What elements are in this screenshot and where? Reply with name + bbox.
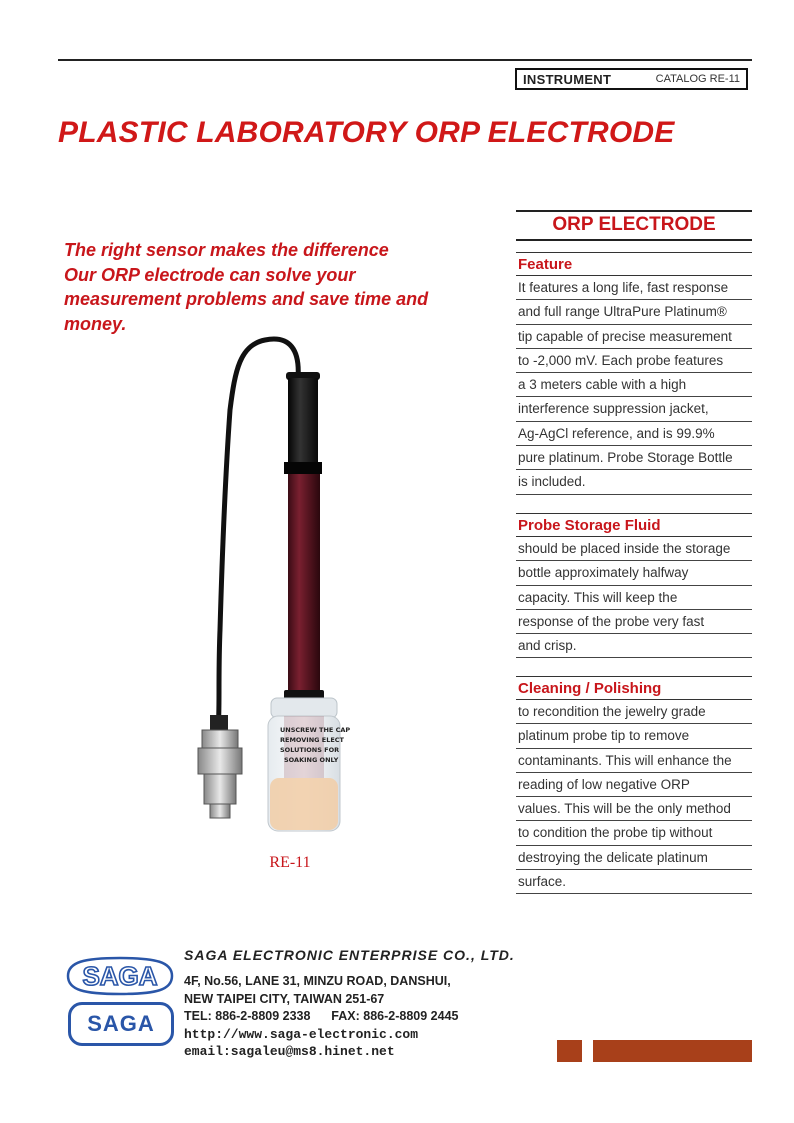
tagline-line: The right sensor makes the difference [64,240,389,260]
tagline-line: measurement problems and save time and [64,289,429,309]
electrode-body [288,474,320,694]
model-label: RE-11 [269,854,311,871]
spec-line: pure platinum. Probe Storage Bottle [516,446,752,470]
company-contact [184,973,458,1061]
spec-line: platinum probe tip to remove [516,724,752,748]
storage-bottle-icon [268,698,350,831]
spec-line: a 3 meters cable with a high [516,373,752,397]
tagline-line: Our ORP electrode can solve your [64,264,356,285]
section-title: Feature [516,252,752,276]
spec-line: contaminants. This will enhance the [516,749,752,773]
spec-line: values. This will be the only method [516,797,752,821]
spec-line: and full range UltraPure Platinum® [516,300,752,324]
tagline-line: money. [64,313,127,334]
cleaning-section [516,676,752,894]
bottle-label-line: UNSCREW THE CAP [280,726,351,734]
spec-line: surface. [516,870,752,894]
spec-line: is included. [516,470,752,494]
spec-line: Ag-AgCl reference, and is 99.9% [516,422,752,446]
bottle-label-line: SOLUTIONS FOR [280,746,340,754]
spec-line: tip capable of precise measurement [516,325,752,349]
top-rule [58,59,752,61]
company-name: SAGA ELECTRONIC ENTERPRISE CO., LTD. [184,947,515,963]
spec-line: capacity. This will keep the [516,586,752,610]
spec-line: to condition the probe tip without [516,821,752,845]
bnc-connector-icon [198,715,242,818]
spec-line: and crisp. [516,634,752,658]
phone-fax: TEL: 886-2-8809 2338 FAX: 886-2-8809 2445 [184,1009,459,1023]
cable [218,339,298,730]
spec-line: reading of low negative ORP [516,773,752,797]
section-title: Cleaning / Polishing [516,676,752,700]
spec-line: to recondition the jewelry grade [516,700,752,724]
feature-section [516,252,752,495]
storage-fluid-section [516,513,752,658]
saga-badge-logo: SAGA [68,1002,174,1046]
address-line: NEW TAIPEI CITY, TAIWAN 251-67 [184,991,385,1006]
spec-line: to -2,000 mV. Each probe features [516,349,752,373]
spec-line: response of the probe very fast [516,610,752,634]
catalog-box [515,68,748,90]
svg-text:SAGA: SAGA [82,961,158,991]
spec-line: interference suppression jacket, [516,397,752,421]
spec-line: bottle approximately halfway [516,561,752,585]
orp-electrode-image [180,330,380,850]
catalog-number: CATALOG RE-11 [655,73,740,85]
bottle-label-line: REMOVING ELECT [280,736,344,744]
footer-bar-large [593,1040,752,1062]
website-link[interactable]: http://www.saga-electronic.com [184,1026,419,1042]
instrument-label: INSTRUMENT [523,71,612,87]
tagline [64,238,484,336]
email-link[interactable]: email:sagaleu@ms8.hinet.net [184,1044,395,1059]
spec-line: It features a long life, fast response [516,276,752,300]
spec-line: should be placed inside the storage [516,537,752,561]
section-title: Probe Storage Fluid [516,513,752,537]
page-title: PLASTIC LABORATORY ORP ELECTRODE [58,116,675,149]
bottle-label-line: SOAKING ONLY [284,756,339,764]
saga-logo-icon [64,956,176,996]
spec-line: destroying the delicate platinum [516,846,752,870]
address-line: 4F, No.56, LANE 31, MINZU ROAD, DANSHUI, [184,974,451,988]
footer-bar-small [557,1040,582,1062]
spec-heading: ORP ELECTRODE [516,210,752,241]
